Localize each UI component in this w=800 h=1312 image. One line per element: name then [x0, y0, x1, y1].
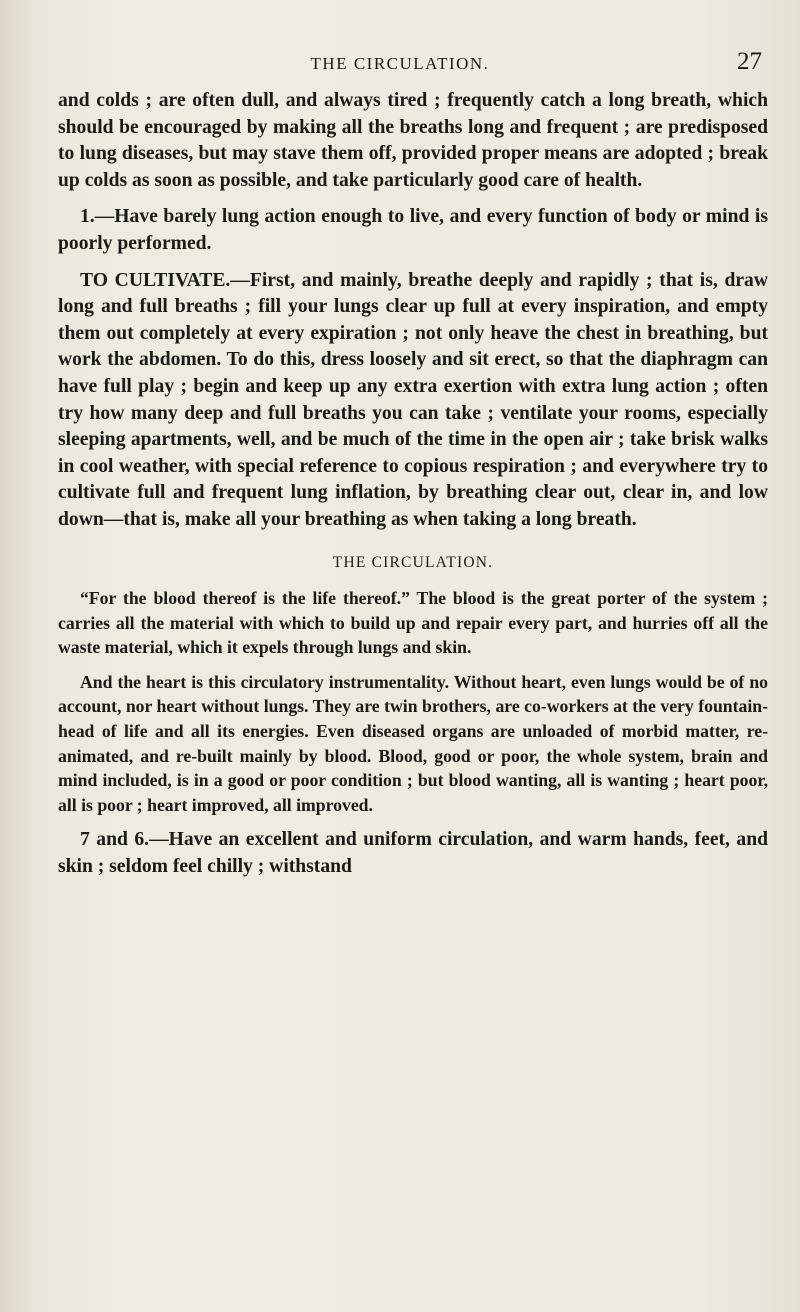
- page-number: 27: [737, 48, 762, 75]
- running-title: THE CIRCULATION.: [310, 54, 490, 73]
- paragraph-excellent-circulation: 7 and 6.—Have an excellent and uniform circulation, and warm hands, feet, and skin ; seldom feel chilly ; withstand: [58, 829, 768, 878]
- paragraph-barely-lung-action: 1.—Have barely lung action enough to live, and every function of body or mind is poorly performed.: [58, 206, 768, 254]
- paragraph-colds: and colds ; are often dull, and always tired ; frequently catch a long breath, which should be encouraged by making all the breaths long and frequent ; are predisposed to lung diseases, but may stave them off, provided proper means are adopted ; break up colds as soon as possible, and take particularly good care of health.: [58, 90, 768, 191]
- body-text: [58, 88, 768, 891]
- paragraph-blood-life: “For the blood thereof is the life thereof.” The blood is the great porter of the system ; carries all the material with which to build up and repair every part, and hurries off all the waste material, which it expels through lungs and skin.: [58, 588, 768, 658]
- running-header: [0, 48, 800, 74]
- paragraph-to-cultivate: TO CULTIVATE.—First, and mainly, breathe deeply and rapidly ; that is, draw long and full breaths ; fill your lungs clear up full at every inspiration, and empty them out completely at every expiration ; not only heave the chest in breathing, but work the abdomen. To do this, dress loosely and sit erect, so that the diaphragm can have full play ; begin and keep up any extra exertion with extra lung action ; often try how many deep and full breaths you can take ; ventilate your rooms, especially sleeping apartments, well, and be much of the time in the open air ; take brisk walks in cool weather, with special reference to copious respiration ; and everywhere try to cultivate full and frequent lung inflation, by breathing clear out, clear in, and low down—that is, make all your breathing as when taking a long breath.: [58, 269, 768, 530]
- paragraph-heart-instrumentality: And the heart is this circulatory instrumentality. Without heart, even lungs would be of no account, nor heart without lungs. They are twin brothers, are co-workers at the very fountain-head of life and all its energies. Even diseased organs are unloaded of morbid matter, re-animated, and re-built mainly by blood. Blood, good or poor, the whole system, brain and mind included, is in a good or poor condition ; but blood wanting, all is wanting ; heart poor, all is poor ; heart improved, all improved.: [58, 671, 768, 815]
- section-heading-circulation: THE CIRCULATION.: [332, 553, 494, 571]
